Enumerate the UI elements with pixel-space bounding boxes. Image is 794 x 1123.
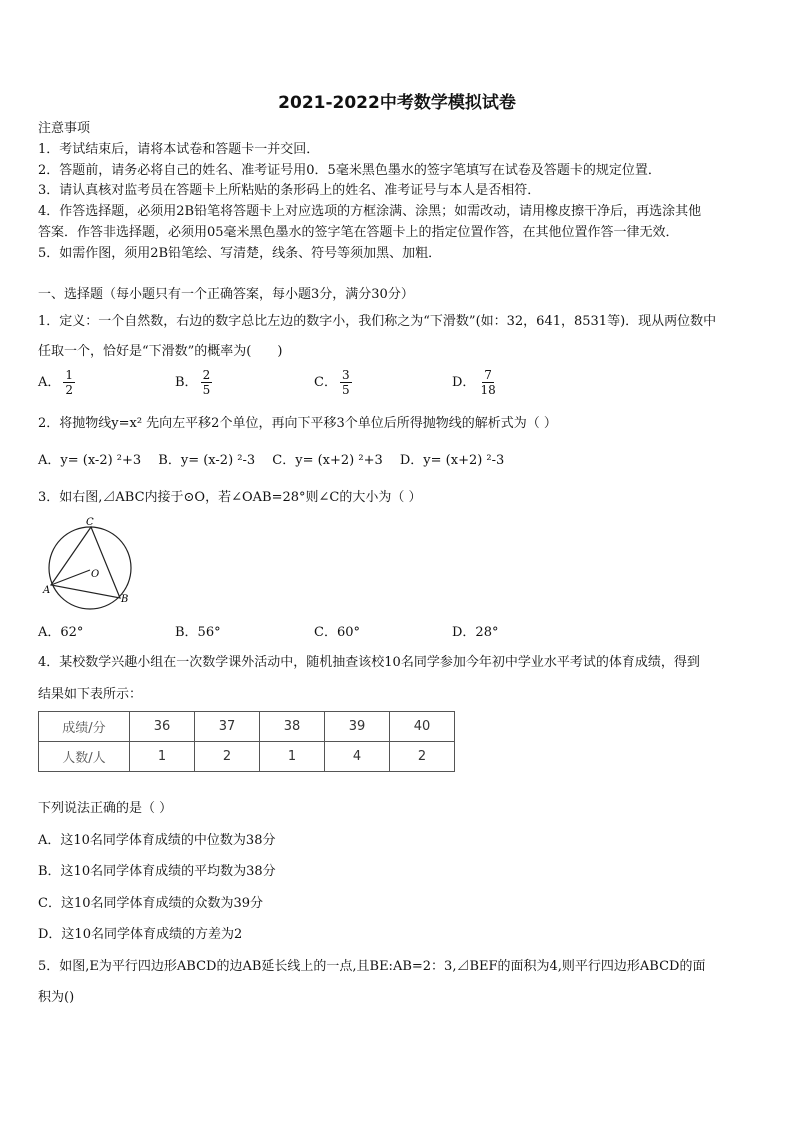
table-row (39, 742, 455, 772)
table-cell: 4 (325, 742, 390, 772)
q1-stem: 任取一个，恰好是“下滑数”的概率为( ) (38, 344, 283, 359)
table-row (39, 712, 455, 742)
table-cell: 2 (195, 742, 260, 772)
q5-stem: 积为() (38, 990, 75, 1005)
grades-table (38, 711, 455, 772)
circle-triangle-figure (38, 513, 138, 613)
table-cell: 40 (390, 712, 455, 742)
q3-option-c: C．60° (314, 625, 360, 640)
table-cell: 37 (195, 712, 260, 742)
q2-options: A．y= (x-2) ²+3 B．y= (x-2) ²-3 C．y= (x+2) ²+3 D．y= (x+2) ²-3 (38, 453, 505, 468)
notice-item: 1．考试结束后，请将本试卷和答题卡一并交回． (38, 142, 320, 157)
q3-stem: 3．如右图,⊿ABC内接于⊙O，若∠OAB=28°则∠C的大小为（ ） (38, 490, 422, 505)
q1-option-b: B． $\frac{2}{5}$ (175, 368, 211, 397)
table-cell: 1 (260, 742, 325, 772)
table-cell: 1 (130, 742, 195, 772)
label-o: O (91, 569, 100, 580)
q2-stem: 2．将抛物线y=x² 先向左平移2个单位，再向下平移3个单位后所得抛物线的解析式为（ ） (38, 416, 557, 431)
table-cell: 36 (130, 712, 195, 742)
notice-item: 答案．作答非选择题，必须用05毫米黑色墨水的签字笔在答题卡上的指定位置作答，在其他位置作答一律无效． (38, 225, 679, 240)
q1-stem: 1．定义：一个自然数，右边的数字总比左边的数字小，我们称之为“下滑数”(如：32，641，8531等)．现从两位数中 (38, 314, 717, 329)
q5-stem: 5．如图,E为平行四边形ABCD的边AB延长线上的一点,且BE:AB=2：3,⊿BEF的面积为4,则平行四边形ABCD的面 (38, 959, 706, 974)
label-b: B (121, 594, 129, 605)
q4-option-c: C．这10名同学体育成绩的众数为39分 (38, 896, 264, 911)
q1-option-d: D． $\frac{7}{18}$ (452, 368, 496, 397)
notice-item: 4．作答选择题，必须用2B铅笔将答题卡上对应选项的方框涂满、涂黑；如需改动，请用橡皮擦干净后，再选涂其他 (38, 204, 702, 219)
q4-option-b: B．这10名同学体育成绩的平均数为38分 (38, 864, 276, 879)
q4-stem: 4．某校数学兴趣小组在一次数学课外活动中，随机抽查该校10名同学参加今年初中学业水平考试的体育成绩，得到 (38, 655, 700, 670)
q3-option-d: D．28° (452, 625, 499, 640)
q1-option-c: C． $\frac{3}{5}$ (314, 368, 350, 397)
table-header-cell: 人数/人 (39, 742, 130, 772)
label-c: C (86, 517, 94, 528)
q4-stem: 结果如下表所示： (38, 687, 143, 702)
label-a: A (43, 585, 51, 596)
table-cell: 38 (260, 712, 325, 742)
q4-option-d: D．这10名同学体育成绩的方差为2 (38, 927, 243, 942)
table-cell: 2 (390, 742, 455, 772)
page-title: 2021-2022中考数学模拟试卷 (278, 93, 516, 113)
notice-item: 5．如需作图，须用2B铅笔绘、写清楚，线条、符号等须加黑、加粗． (38, 246, 442, 261)
q1-option-a: A． $\frac{1}{2}$ (38, 368, 74, 397)
notice-item: 2．答题前，请务必将自己的姓名、准考证号用0．5毫米黑色墨水的签字笔填写在试卷及答题卡的规定位置． (38, 163, 661, 178)
q3-option-b: B．56° (175, 625, 221, 640)
table-header-cell: 成绩/分 (39, 712, 130, 742)
section-heading: 一、选择题（每小题只有一个正确答案，每小题3分，满分30分） (38, 287, 414, 302)
q4-prompt: 下列说法正确的是（ ） (38, 801, 173, 816)
notice-heading: 注意事项 (38, 121, 91, 136)
notice-item: 3．请认真核对监考员在答题卡上所粘贴的条形码上的姓名、准考证号与本人是否相符． (38, 183, 541, 198)
q3-option-a: A．62° (38, 625, 84, 640)
q4-option-a: A．这10名同学体育成绩的中位数为38分 (38, 833, 276, 848)
table-cell: 39 (325, 712, 390, 742)
